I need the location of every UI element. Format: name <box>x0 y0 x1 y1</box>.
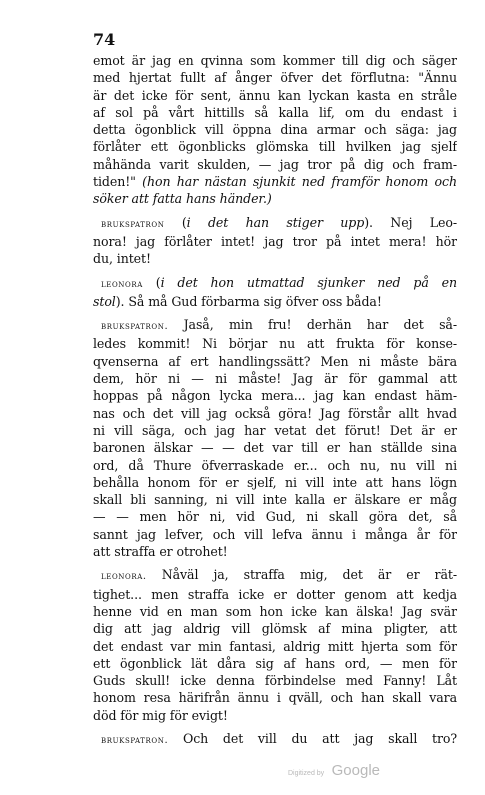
body-text <box>93 52 457 749</box>
text-run: är det icke för sent, ännu kan lyckan kasta en stråle <box>93 87 457 103</box>
text-run: ). Så må Gud förbarma sig öfver oss båda! <box>115 293 382 309</box>
text-line <box>93 638 457 655</box>
text-run: qvenserna af ert handlingssätt? Men ni måste bära <box>93 353 457 369</box>
text-line <box>93 214 457 233</box>
text-run: nora! jag förlåter intet! jag tror på intet mera! hör <box>93 233 457 249</box>
text-line <box>93 353 457 370</box>
text-line <box>93 250 457 267</box>
text-run: tiden!" <box>93 174 143 190</box>
text-line <box>93 405 457 422</box>
text-line <box>93 233 457 250</box>
text-run: förlåter ett ögonblicks glömska till hvilken jag sjelf <box>93 139 457 155</box>
text-run: ledes kommit! Ni börjar nu att frukta för konse- <box>93 336 457 352</box>
text-line <box>93 156 457 173</box>
stage-direction: i det hon utmattad sjunker ned på en <box>160 274 457 290</box>
text-line <box>93 439 457 456</box>
text-line <box>93 121 457 138</box>
text-line <box>93 603 457 620</box>
text-run: — — men hör ni, vid Gud, ni skall göra det, så <box>93 509 457 525</box>
text-line <box>93 370 457 387</box>
text-line <box>93 274 457 293</box>
speaker-name: brukspatron. <box>101 734 169 746</box>
speaker-name: leonora <box>101 278 143 290</box>
text-line <box>93 190 457 207</box>
text-run: måhända varit skulden, — jag tror på dig och fram- <box>93 156 457 172</box>
text-line <box>93 316 457 335</box>
text-line <box>93 566 457 585</box>
text-line <box>93 474 457 491</box>
text-run: behålla honom för er sjelf, ni vill inte att hans lögn <box>93 474 457 490</box>
text-run: att straffa er otrohet! <box>93 544 228 560</box>
text-line <box>93 586 457 603</box>
text-line <box>93 293 457 310</box>
text-line <box>93 543 457 560</box>
text-run: det endast var min fantasi, aldrig mitt hjerta som för <box>93 638 457 654</box>
stage-direction: i det han stiger upp <box>186 214 365 230</box>
stage-direction: (hon har nästan sjunkit ned framför honom och <box>142 174 457 190</box>
text-run: henne vid en man som hon icke kan älska! Jag svär <box>93 603 457 619</box>
text-line <box>93 422 457 439</box>
text-run: Jaså, min fru! derhän har det så- <box>168 317 457 333</box>
text-line <box>93 87 457 104</box>
text-line <box>93 508 457 525</box>
text-line <box>93 387 457 404</box>
watermark-prefix: Digitized by <box>288 770 325 777</box>
text-run: tighet... men straffa icke er dotter genom att kedja <box>93 586 457 602</box>
text-line <box>93 689 457 706</box>
text-line <box>93 672 457 689</box>
text-run: skall bli sanning, ni vill inte kalla er älskare er måg <box>93 492 457 508</box>
text-line <box>93 730 457 749</box>
digitized-watermark <box>288 762 380 780</box>
text-line <box>93 655 457 672</box>
text-line <box>93 457 457 474</box>
text-run: af sol på vårt hittills så kalla lif, om du endast i <box>93 104 457 120</box>
text-run: baronen älskar — — det var till er han ställde sina <box>93 440 457 456</box>
speaker-name: leonora. <box>101 571 147 583</box>
text-line <box>93 104 457 121</box>
text-line <box>93 526 457 543</box>
text-run: ( <box>142 274 161 290</box>
text-run: dem, hör ni — ni måste! Jag är för gammal att <box>93 371 457 387</box>
text-run: Guds skull! icke denna förbindelse med Fanny! Låt <box>93 673 457 689</box>
text-line <box>93 707 457 724</box>
text-run: detta ögonblick vill öppna dina armar och säga: jag <box>93 122 457 138</box>
text-run: ett ögonblick lät dåra sig af hans ord, — men för <box>93 655 457 671</box>
page-number: 74 <box>93 30 116 49</box>
stage-direction: stol <box>93 293 116 309</box>
stage-direction: söker att fatta hans händer.) <box>93 191 272 207</box>
google-logo: Google <box>331 762 381 779</box>
text-run: hoppas på någon lycka mera... jag kan endast häm- <box>93 388 457 404</box>
text-run: nas och det vill jag också göra! Jag förstår allt hvad <box>93 405 457 421</box>
text-line <box>93 69 457 86</box>
text-run: ). Nej Leo- <box>364 214 457 230</box>
text-run: död för mig för evigt! <box>93 707 228 723</box>
text-line <box>93 173 457 190</box>
text-run: honom resa härifrån ännu i qväll, och han skall vara <box>93 690 457 706</box>
text-run: Och det vill du att jag skall tro? <box>168 730 457 746</box>
text-run: du, intet! <box>93 251 151 267</box>
text-line <box>93 620 457 637</box>
text-run: med hjertat fullt af ånger öfver det förflutna: "Ännu <box>93 70 457 86</box>
text-line <box>93 491 457 508</box>
text-run: emot är jag en qvinna som kommer till dig och säger <box>93 53 457 68</box>
text-line <box>93 335 457 352</box>
text-run: ni vill säga, och jag har vetat det förut! Det är er <box>93 422 457 438</box>
text-run: Nåväl ja, straffa mig, det är er rät- <box>146 567 457 583</box>
text-run: sannt jag lefver, och vill lefva ännu i många år för <box>93 526 457 542</box>
text-run: ord, då Thure öfverraskade er... och nu, nu vill ni <box>93 457 457 473</box>
text-run: ( <box>164 214 187 230</box>
speaker-name: brukspatron. <box>101 321 169 333</box>
text-line <box>93 52 457 69</box>
text-run: dig att jag aldrig vill glömsk af mina pligter, att <box>93 621 457 637</box>
speaker-name: brukspatron <box>101 218 165 230</box>
text-line <box>93 138 457 155</box>
